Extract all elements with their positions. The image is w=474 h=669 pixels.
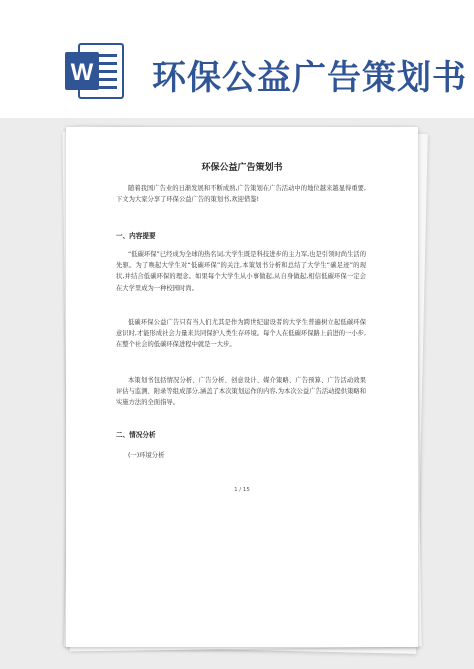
word-document-icon <box>63 40 127 102</box>
subsection-heading: (一)环境分析 <box>128 452 165 459</box>
banner-title: 环保公益广告策划书 <box>152 58 467 98</box>
paragraph-3: 本策划书包括情况分析、广告分析、创意设计、媒介策略、广告预算、广告活动效果评估与监测、附录等组成部分,涵盖了本次策划运作的内容,为本次公益广告活动提供策略和实施方法的全面指导。 <box>116 377 366 407</box>
paragraph-2: 低碳环保公益广告只有当人们尤其是作为跨世纪建设者的大学生普遍树立起低碳环保意识时,才能形成社会力量来共同保护人类生存环境。每个人在低碳环保路上前进的一小步,在整个社会的低碳环保进程中就是一大步。 <box>116 319 366 349</box>
paragraph-1: “低碳环保”已经成为全球的热名词,大学生既是科技进步的主力军,也是引领时尚生活的先驱。为了唤起大学生对“低碳环保”的关注,本策划书分析和总结了大学生“碳足迹”的现状,并结合低碳环保的理念。如果每个大学生从小事做起,从自身做起,相信低碳环保一定会在大学里成为一种校园时尚。 <box>116 251 366 292</box>
intro-paragraph: 随着我国广告业的日渐发展和不断成熟,广告策划在广告活动中的地位越来越显得重要,下文为大家分享了环保公益广告的策划书,欢迎借鉴! <box>116 185 366 204</box>
word-icon-letter: W <box>70 59 94 86</box>
section-heading-1: 一、内容提要 <box>116 232 156 240</box>
document-page <box>66 127 418 647</box>
document-title: 环保公益广告策划书 <box>201 163 283 173</box>
banner <box>0 0 474 118</box>
section-heading-2: 二、情况分析 <box>116 431 156 439</box>
page-number: 1 / 15 <box>234 487 250 493</box>
